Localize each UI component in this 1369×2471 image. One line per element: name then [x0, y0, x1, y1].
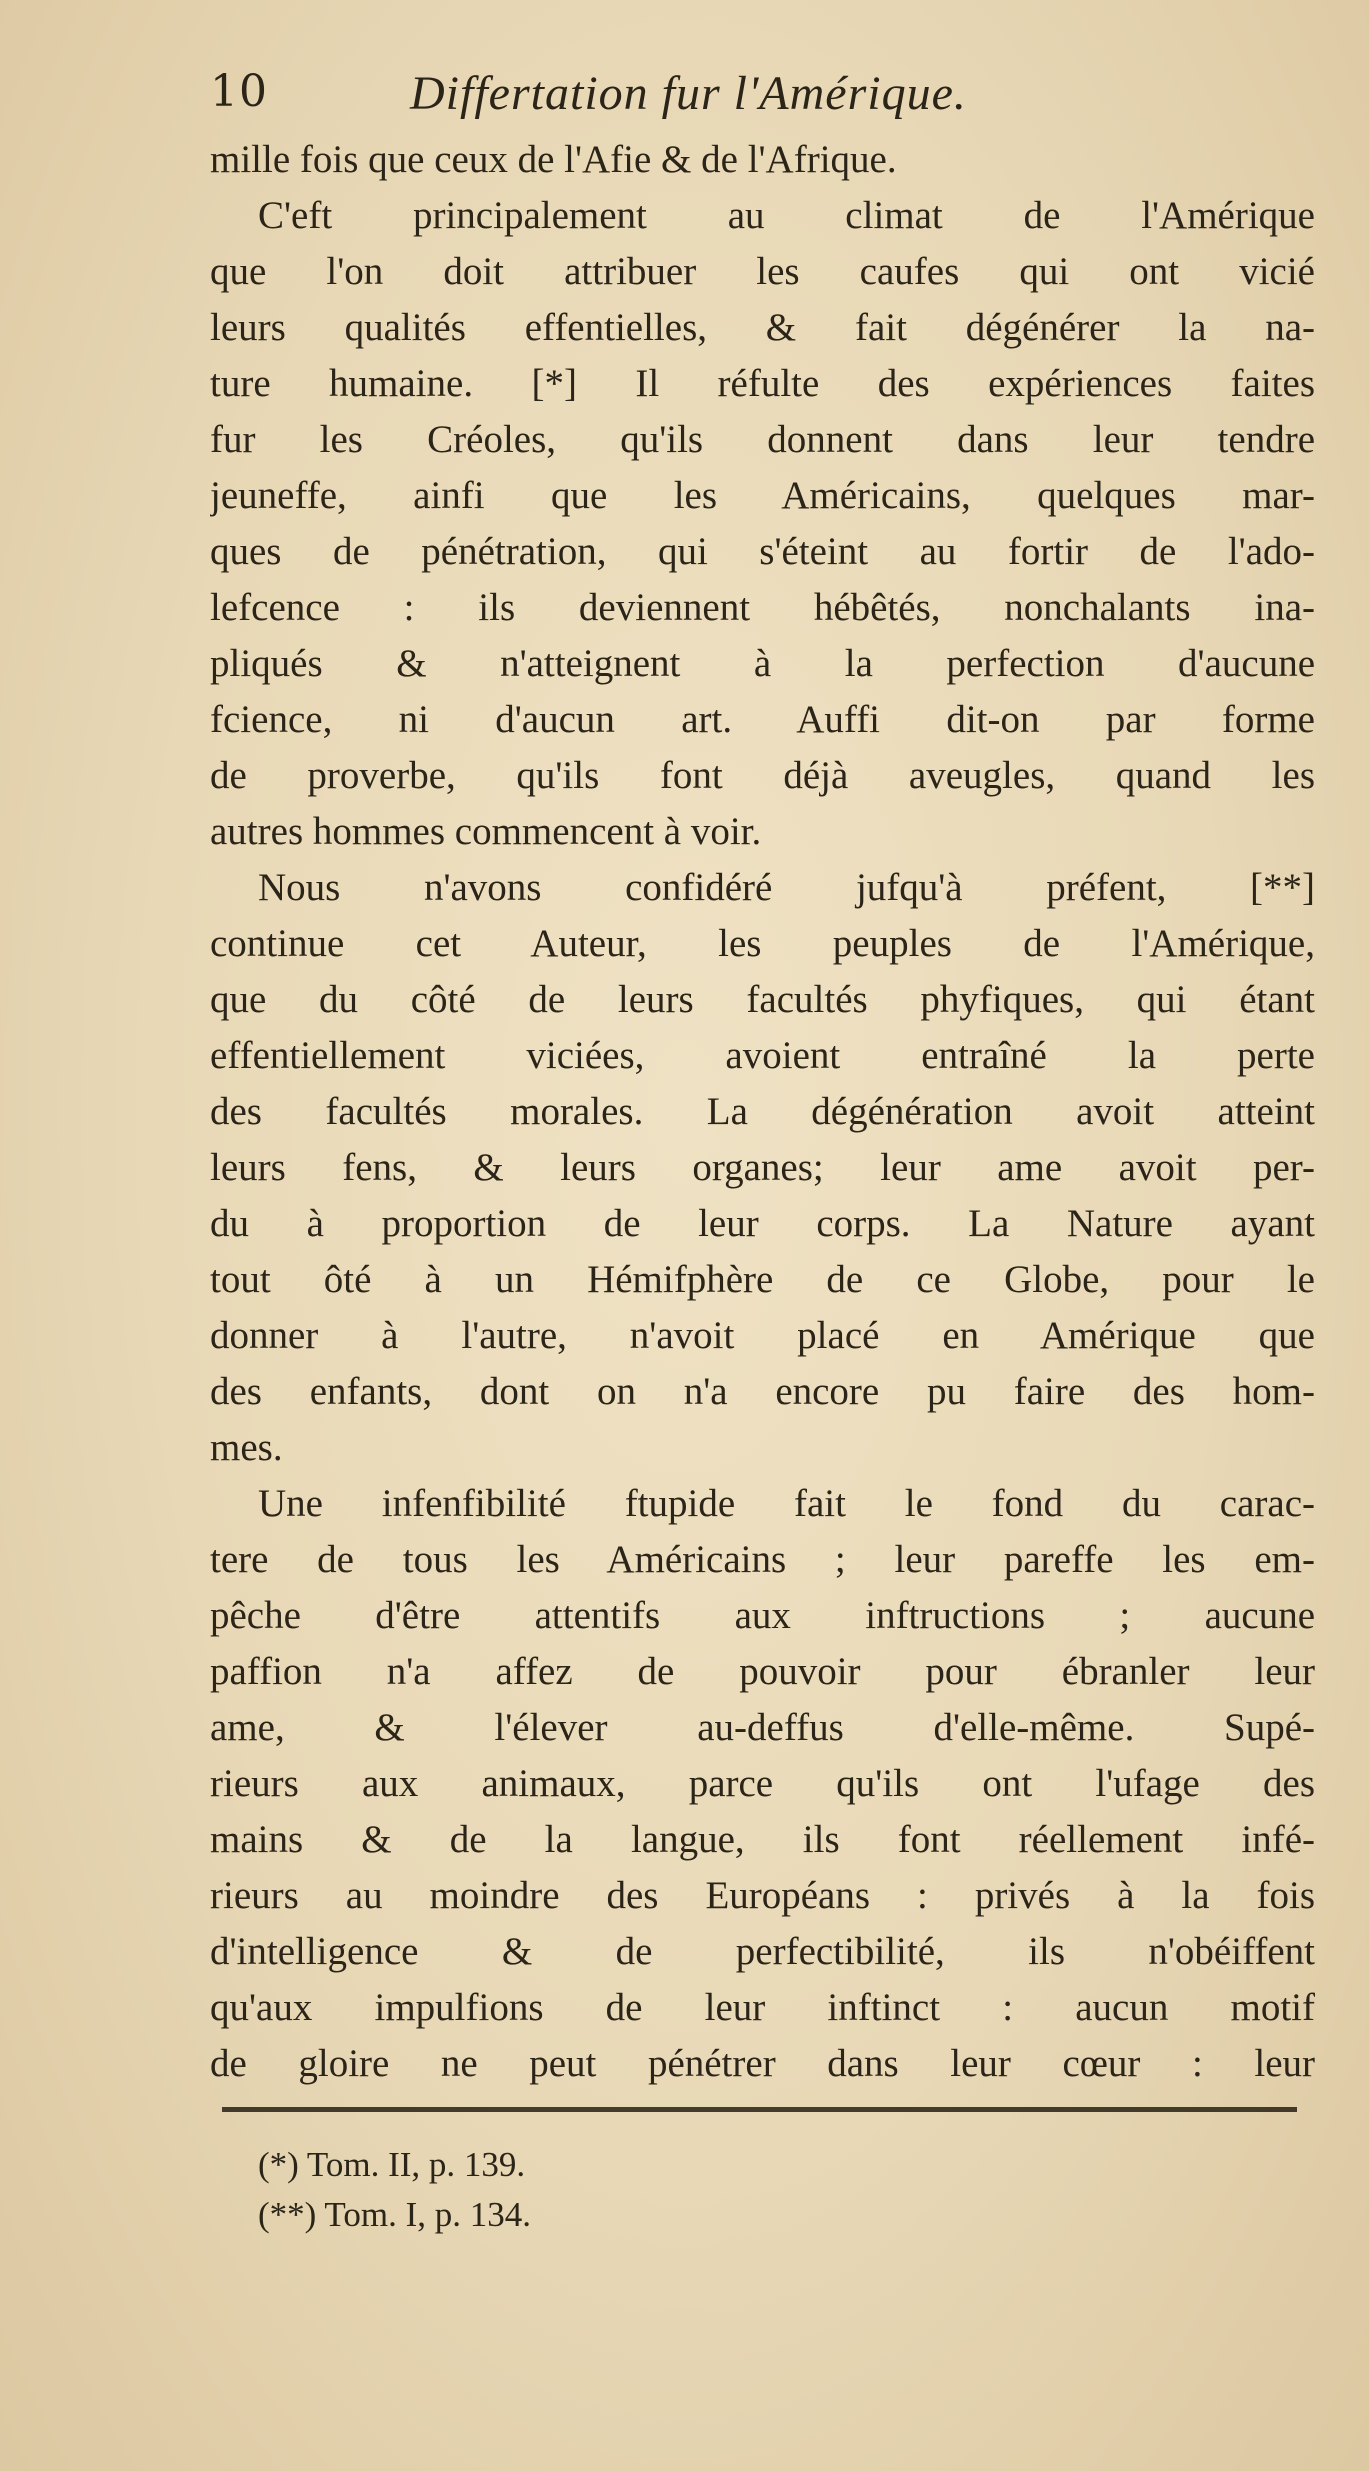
- text-line: autres hommes commencent à voir.: [210, 810, 762, 853]
- text-line: que l'on doit attribuer les caufes qui ont vicié: [210, 250, 1315, 293]
- text-line: d'intelligence & de perfectibilité, ils n'obéiffent: [210, 1930, 1315, 1973]
- text-line: fur les Créoles, qu'ils donnent dans leur tendre: [210, 418, 1315, 461]
- text-line: des facultés morales. La dégénération avoit atteint: [210, 1090, 1315, 1133]
- text-line: de gloire ne peut pénétrer dans leur cœur : leur: [210, 2042, 1315, 2085]
- text-line: rieurs aux animaux, parce qu'ils ont l'ufage des: [210, 1762, 1315, 1805]
- text-line: donner à l'autre, n'avoit placé en Amérique que: [210, 1314, 1315, 1357]
- text-line: effentiellement viciées, avoient entraîné la perte: [210, 1034, 1315, 1077]
- text-line: mes.: [210, 1426, 283, 1469]
- text-line: paffion n'a affez de pouvoir pour ébranler leur: [210, 1650, 1315, 1693]
- footnote: (*) Tom. II, p. 139.: [258, 2145, 526, 2184]
- text-line: ture humaine. [*] Il réfulte des expériences faites: [210, 362, 1315, 405]
- text-line: du à proportion de leur corps. La Nature ayant: [210, 1202, 1315, 1245]
- text-line: ques de pénétration, qui s'éteint au fortir de l'ado-: [210, 530, 1315, 573]
- text-line: qu'aux impulfions de leur inftinct : aucun motif: [210, 1986, 1315, 2029]
- text-line: lefcence : ils deviennent hébêtés, nonchalants ina-: [210, 586, 1315, 629]
- running-title: Differtation fur l'Amérique.: [410, 67, 967, 120]
- text-line: pêche d'être attentifs aux inftructions ; aucune: [210, 1594, 1315, 1637]
- text-line: tout ôté à un Hémifphère de ce Globe, pour le: [210, 1258, 1315, 1301]
- text-line: tere de tous les Américains ; leur pareffe les em-: [210, 1538, 1315, 1581]
- text-line: que du côté de leurs facultés phyfiques, qui étant: [210, 978, 1315, 1021]
- footnote-rule: [222, 2107, 1297, 2112]
- text-line: mains & de la langue, ils font réellement infé-: [210, 1818, 1315, 1861]
- text-line: Nous n'avons confidéré jufqu'à préfent, [**]: [258, 866, 1315, 909]
- text-line: de proverbe, qu'ils font déjà aveugles, quand les: [210, 754, 1315, 797]
- text-line: leurs fens, & leurs organes; leur ame avoit per-: [210, 1146, 1315, 1189]
- text-line: fcience, ni d'aucun art. Auffi dit-on par forme: [210, 698, 1315, 741]
- text-line: des enfants, dont on n'a encore pu faire des hom-: [210, 1370, 1315, 1413]
- footnote: (**) Tom. I, p. 134.: [258, 2195, 531, 2234]
- text-line: Une infenfibilité ftupide fait le fond du carac-: [258, 1482, 1315, 1525]
- footnotes: [258, 2140, 858, 2240]
- text-line: pliqués & n'atteignent à la perfection d'aucune: [210, 642, 1315, 685]
- page-number: 10: [210, 66, 268, 117]
- text-line: C'eft principalement au climat de l'Amérique: [258, 194, 1315, 237]
- text-line: rieurs au moindre des Européans : privés à la fois: [210, 1874, 1315, 1917]
- text-line: leurs qualités effentielles, & fait dégénérer la na-: [210, 306, 1315, 349]
- text-line: mille fois que ceux de l'Afie & de l'Afrique.: [210, 138, 897, 181]
- body-text: [210, 132, 1315, 2092]
- text-line: ame, & l'élever au-deffus d'elle-même. Supé-: [210, 1706, 1315, 1749]
- text-line: continue cet Auteur, les peuples de l'Amérique,: [210, 922, 1315, 965]
- text-line: jeuneffe, ainfi que les Américains, quelques mar-: [210, 474, 1315, 517]
